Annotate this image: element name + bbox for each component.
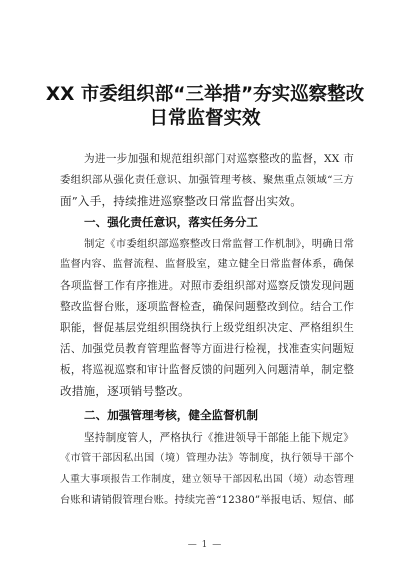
section-2-heading: 二、加强管理考核，健全监督机制: [84, 408, 258, 422]
section-1-line-3: 各项监督工作有序推进。对照市委组织部对巡察反馈发现问题: [60, 280, 354, 292]
section-1-line-7: 板，将巡视巡察和审计监督反馈的问题列入问题清单，制定整: [60, 364, 354, 376]
section-1-line-8: 改措施，逐项销号整改。: [60, 384, 190, 398]
section-1-heading: 一、强化责任意识，落实任务分工: [84, 215, 258, 229]
section-1-line-5: 职能，督促基层党组织围绕执行上级党组织决定、严格组织生: [60, 322, 354, 334]
section-1-line-2: 监督内容、监督流程、监督股室，建立健全日常监督体系，确保: [60, 259, 354, 270]
intro-line-3: 面”入手，持续推进巡察整改日常监督出实效。: [60, 194, 303, 208]
section-2-line-2: 《市管干部因私出国（境）管理办法》等制度，执行领导干部个: [60, 453, 354, 464]
intro-line-1: 为进一步加强和规范组织部门对巡察整改的监督，XX 市: [84, 153, 354, 165]
section-2-line-4: 台账和请销假管理台账。持续完善“12380”举报电话、短信、邮: [60, 495, 354, 506]
document-title-line-1: XX 市委组织部“三举措”夯实巡察整改: [45, 84, 365, 105]
page-number: — 1 —: [187, 540, 223, 550]
section-1-line-6: 活、加强党员教育管理监督等方面进行检视，找准查实问题短: [60, 343, 354, 355]
section-2-line-3: 人重大事项报告工作制度，建立领导干部因私出国（境）动态管理: [60, 474, 354, 485]
section-1-line-1: 制定《市委组织部巡察整改日常监督工作机制》，明确日常: [84, 238, 355, 250]
section-2-line-1: 坚持制度管人，严格执行《推进领导干部能上能下规定》: [84, 432, 354, 444]
document-title-line-2: 日常监督实效: [149, 108, 261, 129]
section-1-line-4: 整改监督台账，逐项监督检查，确保问题整改到位。结合工作: [60, 301, 354, 313]
intro-line-2: 委组织部从强化责任意识、加强管理考核、聚焦重点领域“三方: [60, 174, 354, 186]
